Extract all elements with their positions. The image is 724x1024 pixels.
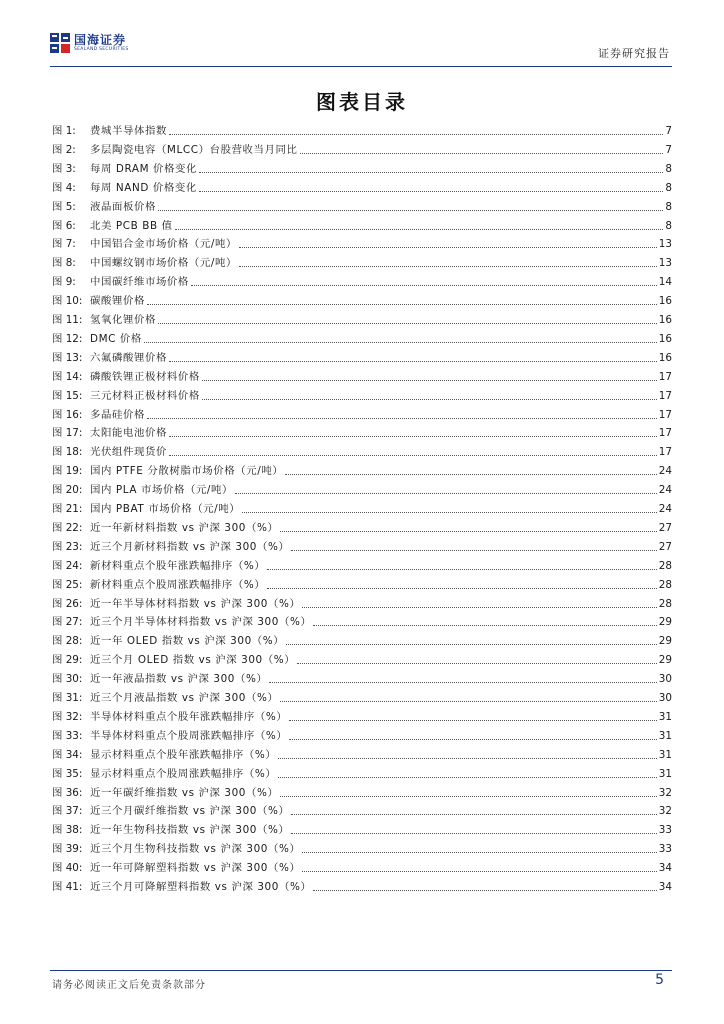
toc-leader-dots: [158, 209, 663, 211]
toc-entry[interactable]: [52, 120, 672, 138]
toc-entry[interactable]: [52, 706, 672, 724]
footer-disclaimer: 请务必阅读正文后免责条款部分: [52, 980, 206, 991]
toc-entry[interactable]: [52, 630, 672, 648]
toc-leader-dots: [280, 530, 656, 532]
toc-entry-number: 图 32:: [52, 710, 83, 723]
page-header: [50, 26, 672, 67]
toc-entry-number: 图 4:: [52, 181, 76, 194]
toc-entry-label[interactable]: 近三个月生物科技指数 vs 沪深 300（%）: [90, 843, 301, 856]
toc-entry-number: 图 5:: [52, 200, 76, 213]
toc-entry[interactable]: [52, 574, 672, 592]
toc-entry[interactable]: [52, 763, 672, 781]
toc-entry[interactable]: [52, 876, 672, 894]
toc-entry-number: 图 40:: [52, 862, 83, 875]
toc-entry-page[interactable]: 24: [658, 465, 672, 478]
toc-leader-dots: [169, 360, 657, 362]
toc-entry-number: 图 24:: [52, 559, 83, 572]
toc-entry-page[interactable]: 28: [658, 559, 672, 572]
toc-entry-label[interactable]: 近一年可降解塑料指数 vs 沪深 300（%）: [90, 862, 301, 875]
toc-leader-dots: [280, 795, 656, 797]
toc-entry-number: 图 11:: [52, 314, 83, 326]
toc-entry-number: 图 36:: [52, 786, 83, 799]
toc-entry[interactable]: [52, 725, 672, 743]
toc-entry-page[interactable]: 16: [658, 332, 672, 345]
toc-entry[interactable]: [52, 517, 672, 535]
toc-entry-page[interactable]: 24: [658, 484, 672, 497]
toc-entry-page[interactable]: 34: [658, 862, 672, 875]
toc-entry-number: 图 16:: [52, 408, 83, 421]
toc-entry-page[interactable]: 27: [658, 540, 672, 553]
toc-entry-page[interactable]: 17: [658, 427, 672, 440]
toc-entry[interactable]: [52, 782, 672, 800]
toc-entry[interactable]: [52, 347, 672, 365]
toc-entry-label[interactable]: DMC 价格: [90, 332, 142, 345]
toc-entry-label[interactable]: 近三个月碳纤维指数 vs 沪深 300（%）: [90, 805, 290, 818]
toc-entry[interactable]: [52, 857, 672, 875]
toc-entry-label[interactable]: 近三个月半导体材料指数 vs 沪深 300（%）: [90, 616, 312, 629]
toc-entry-label[interactable]: 碳酸锂价格: [90, 295, 145, 308]
toc-leader-dots: [199, 190, 664, 192]
toc-entry-page[interactable]: 16: [658, 314, 672, 326]
toc-entry-page[interactable]: 8: [665, 219, 672, 232]
toc-entry[interactable]: [52, 819, 672, 837]
toc-entry-page[interactable]: 8: [665, 181, 672, 194]
toc-leader-dots: [291, 549, 656, 551]
toc-leader-dots: [278, 776, 656, 778]
toc-entry-label[interactable]: 液晶面板价格: [90, 200, 156, 213]
toc-entry-number: 图 7:: [52, 238, 76, 251]
toc-entry-label[interactable]: 每周 NAND 价格变化: [90, 181, 197, 194]
page-number: 5: [655, 972, 664, 988]
toc-leader-dots: [278, 757, 656, 759]
toc-entry-label[interactable]: 显示材料重点个股年涨跌幅排序（%）: [90, 748, 277, 761]
toc-entry[interactable]: [52, 158, 672, 176]
toc-entry-page[interactable]: 17: [658, 389, 672, 402]
toc-entry-label[interactable]: 多层陶瓷电容（MLCC）台股营收当月同比: [90, 143, 298, 156]
toc-entry[interactable]: [52, 252, 672, 270]
toc-entry-page[interactable]: 16: [658, 351, 672, 364]
toc-entry-page[interactable]: 29: [658, 654, 672, 667]
toc-entry-number: 图 28:: [52, 635, 83, 648]
toc-entry-page[interactable]: 32: [658, 786, 672, 799]
toc-entry-label[interactable]: 磷酸铁锂正极材料价格: [90, 370, 200, 383]
toc-entry-label[interactable]: 中国铝合金市场价格（元/吨）: [90, 238, 237, 251]
toc-entry-page[interactable]: 24: [658, 503, 672, 515]
toc-entry-page[interactable]: 27: [658, 521, 672, 534]
toc-leader-dots: [297, 662, 657, 664]
toc-entry-page[interactable]: 17: [658, 446, 672, 459]
toc-entry-label[interactable]: 北美 PCB BB 值: [90, 219, 173, 232]
toc-entry-number: 图 14:: [52, 370, 83, 383]
toc-leader-dots: [242, 511, 657, 513]
logo-mark-icon: [50, 33, 70, 53]
toc-leader-dots: [291, 832, 656, 834]
toc-entry[interactable]: [52, 422, 672, 440]
toc-leader-dots: [267, 587, 656, 589]
toc-entry[interactable]: [52, 668, 672, 686]
toc-entry-number: 图 10:: [52, 295, 83, 308]
toc-leader-dots: [158, 322, 657, 324]
toc-leader-dots: [300, 152, 664, 154]
toc-entry[interactable]: [52, 366, 672, 384]
toc-entry-number: 图 39:: [52, 843, 83, 856]
toc-entry-page[interactable]: 31: [658, 748, 672, 761]
toc-entry-number: 图 6:: [52, 219, 76, 232]
toc-entry-label[interactable]: 每周 DRAM 价格变化: [90, 162, 198, 175]
toc-entry-page[interactable]: 17: [658, 370, 672, 383]
toc-leader-dots: [285, 473, 656, 475]
toc-entry-number: 图 41:: [52, 881, 83, 893]
toc-leader-dots: [169, 454, 657, 456]
toc-entry-page[interactable]: 13: [658, 257, 672, 270]
toc-leader-dots: [239, 265, 657, 267]
toc-entry-label[interactable]: 近一年新材料指数 vs 沪深 300（%）: [90, 521, 279, 534]
toc-leader-dots: [202, 398, 657, 400]
toc-leader-dots: [302, 870, 656, 872]
toc-leader-dots: [147, 417, 657, 419]
toc-leader-dots: [147, 303, 657, 305]
toc-entry-page[interactable]: 7: [665, 125, 672, 137]
toc-leader-dots: [289, 719, 656, 721]
toc-entry-label[interactable]: 近一年生物科技指数 vs 沪深 300（%）: [90, 824, 290, 837]
toc-entry[interactable]: [52, 687, 672, 705]
toc-entry-page[interactable]: 8: [665, 200, 672, 213]
toc-entry[interactable]: [52, 196, 672, 214]
toc-leader-dots: [269, 681, 656, 683]
toc-entry-label[interactable]: 国内 PBAT 市场价格（元/吨）: [90, 503, 241, 515]
toc-entry-number: 图 37:: [52, 805, 83, 818]
page-title: 图表目录: [316, 90, 408, 114]
toc-entry-label[interactable]: 近一年 OLED 指数 vs 沪深 300（%）: [90, 635, 285, 648]
toc-entry-number: 图 23:: [52, 540, 83, 553]
toc-entry[interactable]: [52, 536, 672, 554]
toc-entry-page[interactable]: 32: [658, 805, 672, 818]
toc-leader-dots: [267, 568, 656, 570]
toc-entry-label[interactable]: 近一年液晶指数 vs 沪深 300（%）: [90, 673, 268, 686]
toc-entry-label[interactable]: 国内 PLA 市场价格（元/吨）: [90, 484, 234, 497]
toc-entry-page[interactable]: 17: [658, 408, 672, 421]
toc-entry-number: 图 9:: [52, 276, 76, 289]
toc-leader-dots: [286, 643, 657, 645]
toc-entry-label[interactable]: 中国螺纹钢市场价格（元/吨）: [90, 257, 237, 270]
toc-entry-page[interactable]: 16: [658, 295, 672, 308]
toc-entry-label[interactable]: 半导体材料重点个股周涨跌幅排序（%）: [90, 729, 288, 742]
company-logo: [50, 30, 129, 56]
toc-entry-number: 图 12:: [52, 332, 83, 345]
toc-entry[interactable]: [52, 404, 672, 422]
toc-entry[interactable]: [52, 460, 672, 478]
toc-entry-label[interactable]: 近三个月液晶指数 vs 沪深 300（%）: [90, 692, 279, 704]
toc-entry-number: 图 26:: [52, 597, 83, 610]
toc-entry-page[interactable]: 31: [658, 767, 672, 780]
toc-leader-dots: [280, 700, 656, 702]
toc-entry-number: 图 35:: [52, 767, 83, 780]
toc-entry[interactable]: [52, 385, 672, 403]
toc-entry-page[interactable]: 28: [658, 597, 672, 610]
toc-entry-label[interactable]: 六氟磷酸锂价格: [90, 351, 167, 364]
toc-entry-number: 图 19:: [52, 465, 83, 478]
toc-leader-dots: [191, 284, 657, 286]
toc-leader-dots: [199, 171, 663, 173]
toc-entry[interactable]: [52, 838, 672, 856]
toc-leader-dots: [313, 624, 656, 626]
toc-entry-label[interactable]: 多晶硅价格: [90, 408, 145, 421]
toc-entry-number: 图 2:: [52, 143, 76, 156]
toc-entry[interactable]: [52, 215, 672, 233]
toc-entry-number: 图 27:: [52, 616, 83, 629]
toc-entry-label[interactable]: 新材料重点个股年涨跌幅排序（%）: [90, 559, 266, 572]
toc-entry[interactable]: [52, 233, 672, 251]
toc-entry-page[interactable]: 33: [658, 824, 672, 837]
toc-entry-page[interactable]: 8: [665, 162, 672, 175]
toc-entry[interactable]: [52, 800, 672, 818]
toc-entry-label[interactable]: 新材料重点个股周涨跌幅排序（%）: [90, 578, 266, 591]
toc-entry[interactable]: [52, 309, 672, 327]
toc-entry-page[interactable]: 29: [658, 616, 672, 629]
toc-leader-dots: [302, 606, 656, 608]
toc-leader-dots: [239, 246, 657, 248]
toc-leader-dots: [313, 889, 656, 891]
toc-entry-label[interactable]: 国内 PTFE 分散树脂市场价格（元/吨）: [90, 465, 284, 478]
toc-entry[interactable]: [52, 139, 672, 157]
toc-leader-dots: [291, 813, 656, 815]
toc-leader-dots: [202, 379, 657, 381]
toc-entry-page[interactable]: 30: [658, 673, 672, 686]
toc-entry-label[interactable]: 近三个月新材料指数 vs 沪深 300（%）: [90, 540, 290, 553]
toc-entry[interactable]: [52, 271, 672, 289]
report-type-label: 证券研究报告: [598, 47, 670, 60]
toc-entry-label[interactable]: 半导体材料重点个股年涨跌幅排序（%）: [90, 710, 288, 723]
toc-entry-label[interactable]: 近一年碳纤维指数 vs 沪深 300（%）: [90, 786, 279, 799]
toc-leader-dots: [144, 341, 657, 343]
toc-entry-number: 图 15:: [52, 389, 83, 402]
toc-entry-number: 图 34:: [52, 748, 83, 761]
toc-entry[interactable]: [52, 744, 672, 762]
toc-entry-number: 图 22:: [52, 521, 83, 534]
toc-entry-number: 图 3:: [52, 162, 76, 175]
toc-entry[interactable]: [52, 498, 672, 516]
toc-entry-number: 图 8:: [52, 257, 76, 270]
toc-entry-page[interactable]: 28: [658, 578, 672, 591]
toc-entry-page[interactable]: 33: [658, 843, 672, 856]
toc-leader-dots: [302, 851, 656, 853]
toc-entry[interactable]: [52, 555, 672, 573]
toc-entry[interactable]: [52, 649, 672, 667]
toc-leader-dots: [169, 133, 663, 135]
toc-leader-dots: [289, 738, 656, 740]
toc-entry-number: 图 17:: [52, 427, 83, 440]
toc-entry-label[interactable]: 近三个月 OLED 指数 vs 沪深 300（%）: [90, 654, 296, 667]
toc-entry-number: 图 38:: [52, 824, 83, 837]
toc-entry-number: 图 30:: [52, 673, 83, 686]
toc-entry-number: 图 13:: [52, 351, 83, 364]
toc-entry-page[interactable]: 14: [658, 276, 672, 289]
toc-entry-page[interactable]: 29: [658, 635, 672, 648]
toc-entry-number: 图 21:: [52, 503, 83, 515]
toc-entry-number: 图 29:: [52, 654, 83, 667]
toc-entry-number: 图 20:: [52, 484, 83, 497]
toc-entry[interactable]: [52, 290, 672, 308]
toc-leader-dots: [175, 228, 664, 230]
toc-leader-dots: [169, 435, 657, 437]
toc-entry-page[interactable]: 34: [658, 881, 672, 893]
toc-entry-label[interactable]: 太阳能电池价格: [90, 427, 167, 440]
toc-entry[interactable]: [52, 593, 672, 611]
toc-entry-label[interactable]: 氢氧化锂价格: [90, 314, 156, 326]
toc-entry[interactable]: [52, 441, 672, 459]
toc-entry-label[interactable]: 近一年半导体材料指数 vs 沪深 300（%）: [90, 597, 301, 610]
logo-en-text: SEALAND SECURITIES: [74, 46, 129, 52]
footer-divider: [50, 970, 672, 971]
toc-entry[interactable]: [52, 479, 672, 497]
toc-entry-label[interactable]: 三元材料正极材料价格: [90, 389, 200, 402]
logo-cn-text: 国海证券: [74, 32, 127, 47]
toc-entry-number: 图 25:: [52, 578, 83, 591]
toc-entry-page[interactable]: 7: [665, 143, 672, 156]
toc-entry-label[interactable]: 费城半导体指数: [90, 125, 167, 137]
toc-entry-number: 图 18:: [52, 446, 83, 459]
toc-entry-label[interactable]: 中国碳纤维市场价格: [90, 276, 189, 289]
toc-entry-label[interactable]: 显示材料重点个股周涨跌幅排序（%）: [90, 767, 277, 780]
toc-entry-label[interactable]: 光伏组件现货价: [90, 446, 167, 459]
toc-leader-dots: [235, 492, 657, 494]
toc-entry[interactable]: [52, 177, 672, 195]
toc-entry-number: 图 33:: [52, 729, 83, 742]
toc-entry-page[interactable]: 31: [658, 729, 672, 742]
toc-entry-number: 图 31:: [52, 692, 83, 704]
toc-entry[interactable]: [52, 611, 672, 629]
toc-entry-label[interactable]: 近三个月可降解塑料指数 vs 沪深 300（%）: [90, 881, 312, 893]
toc-entry-page[interactable]: 30: [658, 692, 672, 704]
toc-entry-page[interactable]: 13: [658, 238, 672, 251]
toc-entry-number: 图 1:: [52, 125, 76, 137]
toc-entry[interactable]: [52, 328, 672, 346]
toc-entry-page[interactable]: 31: [658, 710, 672, 723]
